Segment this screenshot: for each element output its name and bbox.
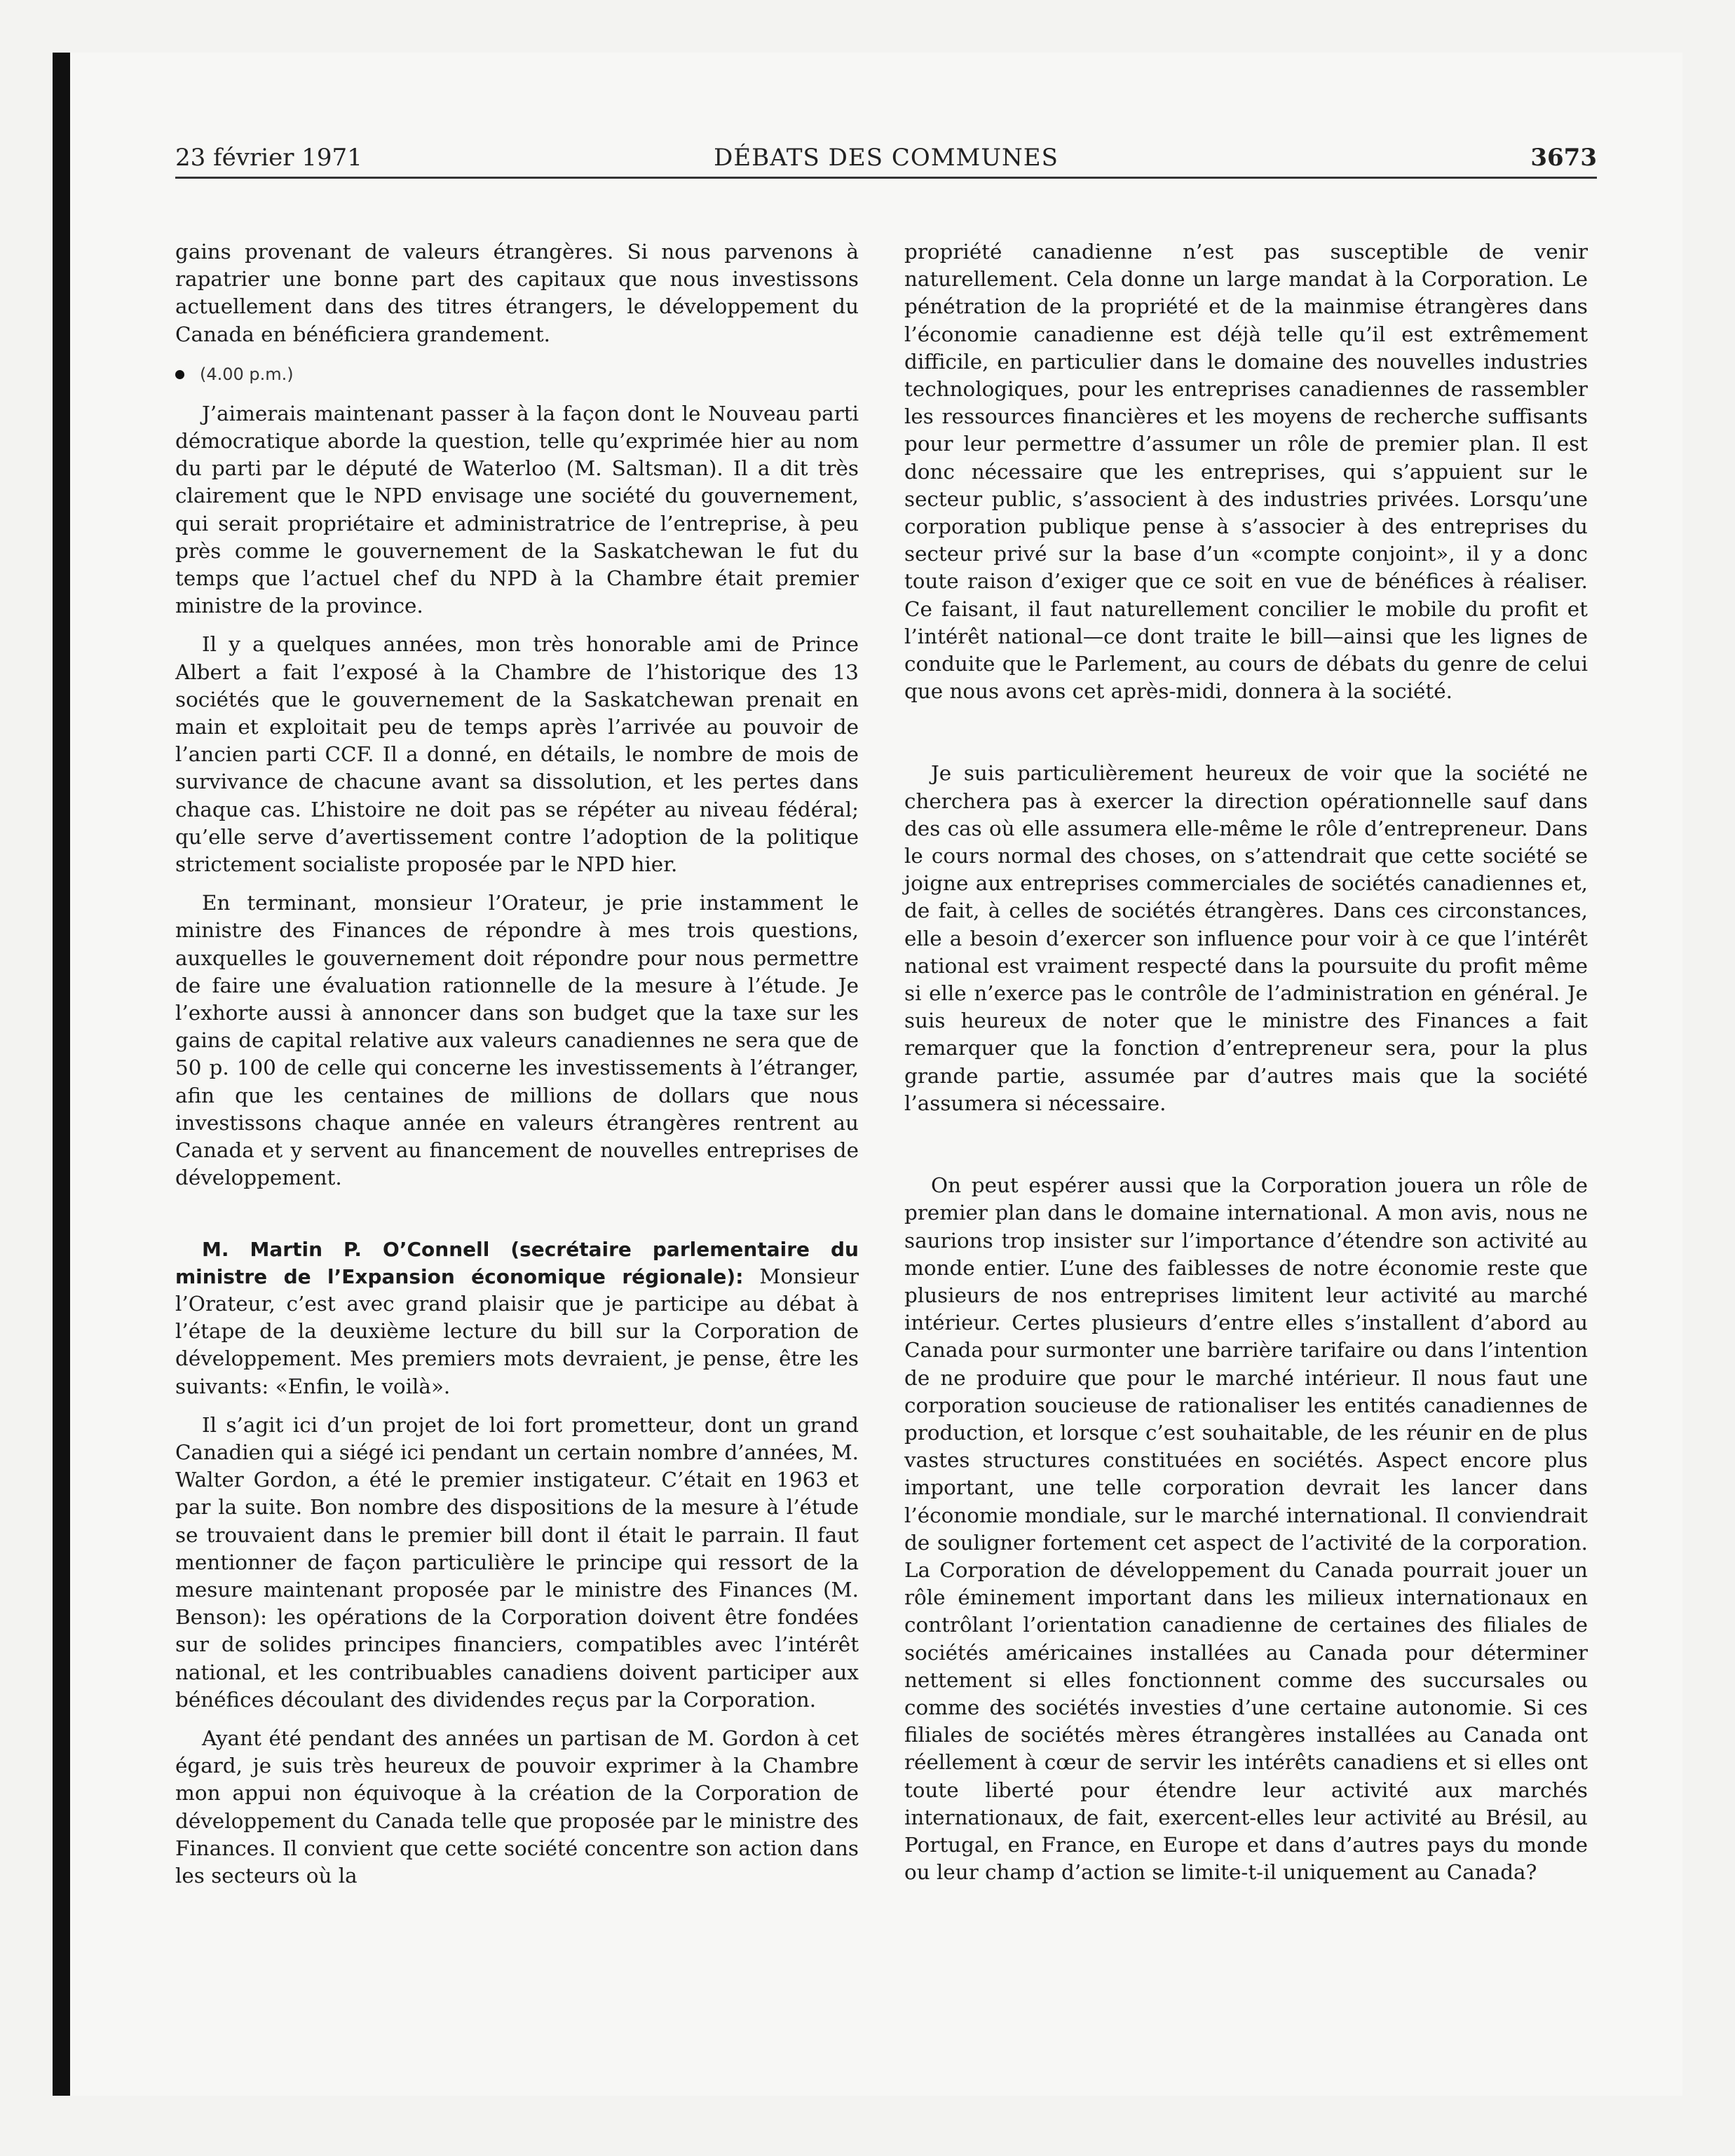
right-column bbox=[904, 238, 1588, 1897]
scan-edge-bar bbox=[53, 53, 70, 2096]
paragraph: J’aimerais maintenant passer à la façon dont le Nouveau parti démocratique aborde la question, telle qu’exprimée hier au nom du parti par le député de Waterloo (M. Saltsman). Il a dit très clairement que le NPD envisage une société du gouvernement, qui serait propriétaire et administratrice de l’entreprise, à peu près comme le gouvernement de la Saskatchewan le fut du temps que l’actuel chef du NPD à la Chambre était premier ministre de la province. bbox=[175, 401, 859, 618]
speaker-paragraph bbox=[175, 1236, 859, 1400]
paragraph: Il y a quelques années, mon très honorable ami de Prince Albert a fait l’exposé à la Chambre de l’historique des 13 sociétés que le gouvernement de la Saskatchewan prenait en main et exploitait peu de temps après l’arrivée au pouvoir de l’ancien parti CCF. Il a donné, en détails, le nombre de mois de survivance de chacune avant sa dissolution, et les pertes dans chaque cas. L’histoire ne doit pas se répéter au niveau fédéral; qu’elle serve d’avertissement contre l’adoption de la politique strictement socialiste proposée par le NPD hier. bbox=[175, 632, 859, 877]
paragraph: En terminant, monsieur l’Orateur, je prie instamment le ministre des Finances de répondre à mes trois questions, auxquelles le gouvernement doit répondre pour nous permettre de faire une évaluation rationnelle de la mesure à l’étude. Je l’exhorte aussi à annoncer dans son budget que la taxe sur les gains de capital relative aux valeurs canadiennes ne sera que de 50 p. 100 de celle qui concerne les investissements à l’étranger, afin que les centaines de millions de dollars que nous investissons chaque année en valeurs étrangères rentrent au Canada et y servent au financement de nouvelles entreprises de développement. bbox=[175, 891, 859, 1190]
publication-title: DÉBATS DES COMMUNES bbox=[714, 144, 1059, 172]
timestamp bbox=[175, 362, 859, 386]
speech-text: Monsieur l’Orateur, c’est avec grand plaisir que je participe au débat à l’étape de la deuxième lecture du bill sur la Corporation de développement. Mes premiers mots devraient, je pense, être les suivants: «Enfin, le voilà». bbox=[175, 1264, 859, 1398]
left-column bbox=[175, 238, 859, 1901]
spacer bbox=[904, 1128, 1588, 1172]
paragraph: Je suis particulièrement heureux de voir que la société ne cherchera pas à exercer la direction opérationnelle sauf dans des cas où elle assumera elle-même le rôle d’entrepreneur. Dans le cours normal des choses, on s’attendrait que cette société se joigne aux entreprises commerciales de sociétés canadiennes et, de fait, à celles de sociétés étrangères. Dans ces circonstances, elle a besoin d’exercer son influence pour voir à ce que l’intérêt national est vraiment respecté dans la poursuite du profit même si elle n’exerce pas le contrôle de l’administration en général. Je suis heureux de noter que le ministre des Finances a fait remarquer que la fonction d’entrepreneur sera, pour la plus grande partie, assumée par d’autres mais que la société l’assumera si nécessaire. bbox=[904, 761, 1588, 1115]
paragraph: propriété canadienne n’est pas susceptible de venir naturellement. Cela donne un large mandat à la Corporation. Le pénétration de la propriété et de la mainmise étrangères dans l’économie canadienne est déjà telle qu’il est extrêmement difficile, en particulier dans le domaine des nouvelles industries technologiques, pour les entreprises canadiennes de rassembler les ressources financières et les moyens de recherche suffisants pour leur permettre d’assumer un rôle de premier plan. Il est donc nécessaire que les entreprises, qui s’appuient sur le secteur public, s’associent à des industries privées. Lorsqu’une corporation publique pense à s’associer à des entreprises du secteur privé sur la base d’un «compte conjoint», il y a donc toute raison d’exiger que ce soit en vue de bénéfices à réaliser. Ce faisant, il faut naturellement concilier le mobile du profit et l’intérêt national—ce dont traite le bill—ainsi que les lignes de conduite que le Parlement, au cours de débats du genre de celui que nous avons cet après-midi, donnera à la société. bbox=[904, 240, 1588, 704]
timestamp-text: (4.00 p.m.) bbox=[200, 364, 294, 384]
paragraph: gains provenant de valeurs étrangères. Si nous parvenons à rapatrier une bonne part des capitaux que nous investissons actuellement dans des titres étrangers, le développement du Canada en bénéficiera grandement. bbox=[175, 240, 859, 346]
header-rule bbox=[175, 177, 1597, 179]
speaker-name: M. Martin P. O’Connell (secrétaire parlementaire du ministre de l’Expansion économique régionale): bbox=[175, 1237, 859, 1288]
spacer bbox=[175, 1203, 859, 1236]
spacer bbox=[904, 716, 1588, 760]
bullet-icon bbox=[175, 370, 184, 379]
page-header bbox=[175, 140, 1597, 182]
header-date: 23 février 1971 bbox=[175, 144, 362, 172]
paragraph: On peut espérer aussi que la Corporation jouera un rôle de premier plan dans le domaine international. A mon avis, nous ne saurions trop insister sur l’importance d’étendre son activité au monde entier. L’une des faiblesses de notre économie reste que plusieurs de nos entreprises limitent leur activité au marché intérieur. Certes plusieurs d’entre elles s’installent d’abord au Canada pour surmonter une barrière tarifaire ou dans l’intention de ne produire que pour le marché intérieur. Il nous faut une corporation soucieuse de rationaliser les entités canadiennes de production, et lorsque c’est souhaitable, de les réunir en de plus vastes structures constituées en sociétés. Aspect encore plus important, une telle corporation devrait les lancer dans l’économie mondiale, sur le marché international. Il conviendrait de souligner fortement cet aspect de l’activité de la corporation. La Corporation de développement du Canada pourrait jouer un rôle éminement important dans les milieux internationaux en contrôlant l’orientation canadienne de certaines des filiales de sociétés américaines installées au Canada pour déterminer nettement si elles fonctionnent comme des succursales ou comme des sociétés investies d’une certaine autonomie. Si ces filiales de sociétés mères étrangères installées au Canada ont réellement à cœur de servir les intérêts canadiens et si elles ont toute liberté pour étendre leur activité aux marchés internationaux, de fait, exercent-elles leur activité au Brésil, au Portugal, en France, en Europe et dans d’autres pays du monde ou leur champ d’action se limite-t-il uniquement au Canada? bbox=[904, 1173, 1588, 1885]
paragraph: Il s’agit ici d’un projet de loi fort prometteur, dont un grand Canadien qui a siégé ici pendant un certain nombre d’années, M. Walter Gordon, a été le premier instigateur. C’était en 1963 et par la suite. Bon nombre des dispositions de la mesure à l’étude se trouvaient dans le premier bill dont il était le parrain. Il faut mentionner de façon particulière le principe qui ressort de la mesure maintenant proposée par le ministre des Finances (M. Benson): les opérations de la Corporation doivent être fondées sur de solides principes financiers, compatibles avec l’intérêt national, et les contribuables canadiens doivent participer aux bénéfices découlant des dividendes reçus par la Corporation. bbox=[175, 1412, 859, 1712]
paragraph: Ayant été pendant des années un partisan de M. Gordon à cet égard, je suis très heureux de pouvoir exprimer à la Chambre mon appui non équivoque à la création de la Corporation de développement du Canada telle que proposée par le ministre des Finances. Il convient que cette société concentre son action dans les secteurs où la bbox=[175, 1726, 859, 1888]
page-number: 3673 bbox=[1530, 144, 1597, 172]
